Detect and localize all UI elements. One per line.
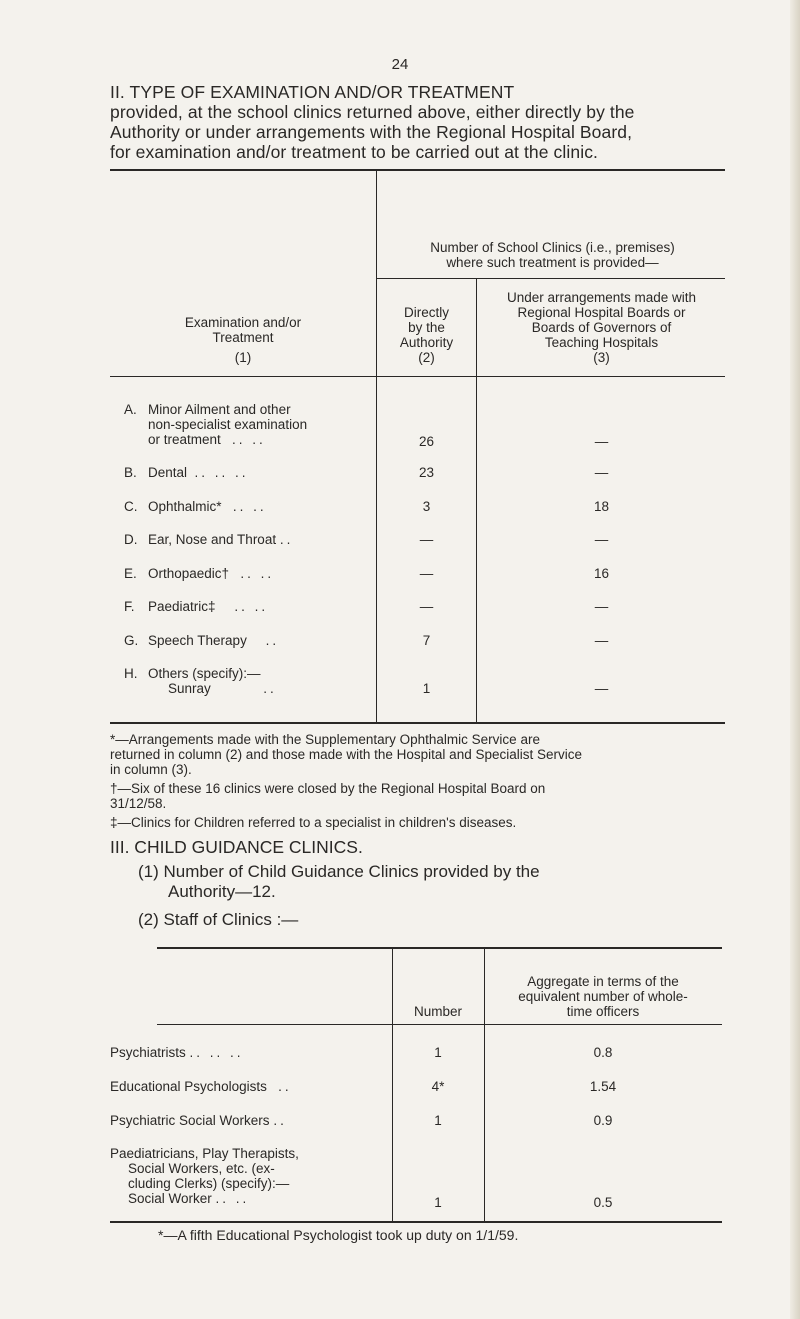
header-line: time officers bbox=[566, 1004, 640, 1019]
staff-header-rule bbox=[157, 1024, 722, 1025]
header-line: Aggregate in terms of the bbox=[527, 974, 679, 989]
row-letter: E. bbox=[124, 566, 137, 581]
section-2-heading bbox=[110, 82, 730, 162]
footnote-line: returned in column (2) and those made with the Hospital and Specialist Service bbox=[110, 747, 582, 762]
group-header-line: Number of School Clinics (i.e., premises) bbox=[430, 240, 675, 255]
staff-number: 1 bbox=[434, 1113, 442, 1128]
row-label bbox=[148, 666, 373, 696]
row-label bbox=[148, 499, 373, 514]
page-number: 24 bbox=[391, 56, 409, 73]
row-label-line: Ophthalmic* bbox=[148, 499, 222, 514]
row-col2: — bbox=[419, 532, 434, 547]
staff-aggregate: 1.54 bbox=[589, 1079, 617, 1094]
staff-label-line: Paediatricians, Play Therapists, bbox=[110, 1146, 299, 1161]
leader-dots: .. .. bbox=[232, 499, 267, 514]
leader-dots: .. .. .. bbox=[189, 1045, 244, 1060]
staff-footnote: *—A fifth Educational Psychologist took up duty on 1/1/59. bbox=[158, 1227, 519, 1243]
col3-header-line: Regional Hospital Boards or bbox=[517, 305, 686, 320]
leader-dots: .. bbox=[278, 1079, 292, 1094]
footnote-line: in column (3). bbox=[110, 762, 192, 777]
row-col3: 18 bbox=[593, 499, 610, 514]
row-label-line: Sunray bbox=[168, 681, 211, 696]
staff-label-line: cluding Clerks) (specify):— bbox=[128, 1176, 290, 1191]
row-col2: — bbox=[419, 566, 434, 581]
row-col2: 7 bbox=[422, 633, 431, 648]
row-col3: — bbox=[594, 681, 609, 696]
staff-of-clinics-item: (2) Staff of Clinics :— bbox=[138, 910, 299, 929]
row-letter: G. bbox=[124, 633, 139, 648]
footnote-orthopaedic bbox=[110, 781, 730, 811]
col3-header-line: Under arrangements made with bbox=[506, 290, 697, 305]
item-line: Authority—12. bbox=[168, 882, 276, 901]
row-letter: H. bbox=[124, 666, 138, 681]
row-label-line: Speech Therapy bbox=[148, 633, 247, 648]
col2-header-line: Directly bbox=[403, 305, 449, 320]
row-label-line: Ear, Nose and Throat bbox=[148, 532, 277, 547]
leader-dots: .. .. bbox=[215, 1191, 250, 1206]
col3-header bbox=[478, 290, 725, 365]
staff-label-line: Educational Psychologists bbox=[110, 1079, 267, 1094]
header-line: equivalent number of whole- bbox=[518, 989, 688, 1004]
row-label-line: non-specialist examination bbox=[148, 417, 308, 432]
row-letter: A. bbox=[124, 402, 137, 417]
col3-header-line: Boards of Governors of bbox=[531, 320, 672, 335]
col2-header-line: Authority bbox=[399, 335, 454, 350]
row-label bbox=[148, 566, 373, 581]
footnote-paediatric bbox=[110, 815, 730, 830]
col2-number: (2) bbox=[418, 350, 435, 365]
footnote-line: ‡—Clinics for Children referred to a specialist in children's diseases. bbox=[110, 815, 517, 830]
row-label-line: Orthopaedic† bbox=[148, 566, 230, 581]
group-header-rule bbox=[377, 278, 725, 279]
leader-dots: .. .. bbox=[232, 432, 266, 447]
footnote-line: 31/12/58. bbox=[110, 796, 167, 811]
table-vrule-1 bbox=[376, 171, 377, 722]
staff-number: 1 bbox=[434, 1045, 442, 1060]
row-label bbox=[148, 532, 373, 547]
staff-label-line: Psychiatric Social Workers bbox=[110, 1113, 270, 1128]
staff-aggregate: 0.8 bbox=[593, 1045, 613, 1060]
staff-col-aggregate-header bbox=[487, 974, 719, 1019]
staff-table-bottom-rule bbox=[110, 1221, 722, 1223]
staff-label bbox=[110, 1045, 390, 1060]
row-col2: 26 bbox=[418, 434, 435, 449]
row-col3: — bbox=[594, 599, 609, 614]
table-vrule-2 bbox=[476, 279, 477, 722]
row-col3: — bbox=[594, 465, 609, 480]
row-label-line: Minor Ailment and other bbox=[148, 402, 291, 417]
row-letter: C. bbox=[124, 499, 138, 514]
leader-dots: .. bbox=[273, 1113, 287, 1128]
row-col2: 3 bbox=[422, 499, 431, 514]
staff-number: 4* bbox=[431, 1079, 445, 1094]
row-letter: F. bbox=[124, 599, 135, 614]
staff-table-vrule-2 bbox=[484, 949, 485, 1221]
leader-dots: .. .. bbox=[240, 566, 275, 581]
row-label bbox=[148, 402, 373, 447]
row-col3: — bbox=[594, 434, 609, 449]
staff-aggregate: 0.9 bbox=[593, 1113, 613, 1128]
row-col2: — bbox=[419, 599, 434, 614]
section-3-heading: III. CHILD GUIDANCE CLINICS. bbox=[110, 837, 363, 857]
row-label-line: Others (specify):— bbox=[148, 666, 261, 681]
leader-dots: .. bbox=[279, 532, 294, 547]
col1-header-line: Treatment bbox=[212, 330, 274, 345]
heading-line: provided, at the school clinics returned above, either directly by the bbox=[110, 102, 635, 122]
row-label bbox=[148, 599, 373, 614]
row-col2: 23 bbox=[418, 465, 435, 480]
row-col3: — bbox=[594, 633, 609, 648]
footnote-line: †—Six of these 16 clinics were closed by the Regional Hospital Board on bbox=[110, 781, 546, 796]
row-label-line: Paediatric‡ bbox=[148, 599, 216, 614]
staff-label bbox=[110, 1079, 390, 1094]
col1-header-line: Examination and/or bbox=[184, 315, 302, 330]
col2-header-line: by the bbox=[408, 320, 445, 335]
row-col3: — bbox=[594, 532, 609, 547]
page-edge-shadow bbox=[790, 0, 800, 1319]
staff-col-number-header: Number bbox=[413, 1004, 462, 1019]
leader-dots: .. .. bbox=[234, 599, 269, 614]
group-header-line: where such treatment is provided— bbox=[446, 255, 659, 270]
footnote-line: *—Arrangements made with the Supplementary Ophthalmic Service are bbox=[110, 732, 540, 747]
clinics-provided-item bbox=[138, 862, 728, 902]
row-col3: 16 bbox=[593, 566, 610, 581]
col1-number: (1) bbox=[234, 350, 252, 365]
staff-label-line: Psychiatrists bbox=[110, 1045, 186, 1060]
heading-line: Authority or under arrangements with the Regional Hospital Board, bbox=[110, 122, 633, 142]
staff-label-line: Social Worker bbox=[128, 1191, 212, 1206]
col1-header bbox=[112, 315, 374, 345]
row-label bbox=[148, 633, 373, 648]
row-label-line: Dental bbox=[148, 465, 188, 480]
row-label bbox=[148, 465, 373, 480]
staff-label bbox=[110, 1113, 390, 1128]
item-line: (1) Number of Child Guidance Clinics provided by the bbox=[138, 862, 540, 881]
leader-dots: .. bbox=[263, 681, 277, 696]
staff-number: 1 bbox=[434, 1195, 442, 1210]
col3-number: (3) bbox=[593, 350, 610, 365]
heading-line: for examination and/or treatment to be carried out at the clinic. bbox=[110, 142, 599, 162]
row-col2: 1 bbox=[422, 681, 431, 696]
table-top-rule bbox=[110, 169, 725, 171]
col2-header bbox=[378, 305, 475, 365]
staff-table-top-rule bbox=[157, 947, 722, 949]
leader-dots: .. .. .. bbox=[194, 465, 249, 480]
footnote-ophthalmic bbox=[110, 732, 730, 777]
leader-dots: .. bbox=[265, 633, 280, 648]
heading-line: II. TYPE OF EXAMINATION AND/OR TREATMENT bbox=[110, 82, 515, 102]
row-letter: B. bbox=[124, 465, 137, 480]
header-bottom-rule bbox=[110, 376, 725, 377]
table-bottom-rule bbox=[110, 722, 725, 724]
staff-label bbox=[110, 1146, 390, 1206]
staff-aggregate: 0.5 bbox=[593, 1195, 613, 1210]
group-header bbox=[380, 240, 725, 270]
staff-label-line: Social Workers, etc. (ex- bbox=[128, 1161, 275, 1176]
row-label-line: or treatment bbox=[148, 432, 221, 447]
col3-header-line: Teaching Hospitals bbox=[544, 335, 659, 350]
row-letter: D. bbox=[124, 532, 138, 547]
